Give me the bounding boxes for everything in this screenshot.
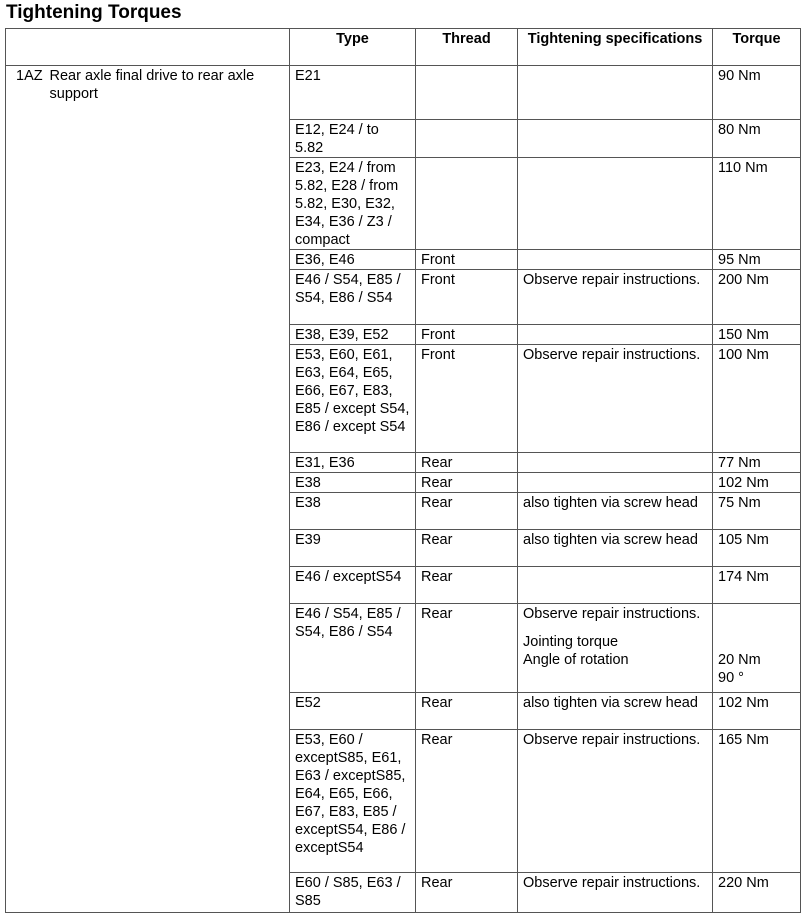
cell-torque (713, 604, 801, 693)
cell-type: E46 / S54, E85 / S54, E86 / S54 (290, 604, 416, 693)
cell-torque: 102 Nm (713, 473, 801, 493)
cell-spec (518, 250, 713, 270)
cell-torque: 150 Nm (713, 325, 801, 345)
cell-torque: 110 Nm (713, 158, 801, 250)
cell-torque: 105 Nm (713, 530, 801, 567)
table-header-row (6, 29, 801, 66)
torque-jointing: 20 Nm (718, 652, 761, 668)
cell-torque: 165 Nm (713, 730, 801, 873)
cell-torque: 220 Nm (713, 873, 801, 913)
spec-jointing-torque: Jointing torque (523, 634, 619, 650)
cell-thread: Front (416, 345, 518, 453)
cell-spec: Observe repair instructions. (518, 730, 713, 873)
cell-thread: Rear (416, 567, 518, 604)
torque-angle: 90 ° (718, 670, 744, 686)
cell-type: E36, E46 (290, 250, 416, 270)
cell-spec: Observe repair instructions. (518, 270, 713, 325)
cell-torque: 174 Nm (713, 567, 801, 604)
item-description: Rear axle final drive to rear axle support (46, 66, 290, 913)
cell-torque: 80 Nm (713, 120, 801, 158)
cell-type: E23, E24 / from 5.82, E28 / from 5.82, E30, E32, E34, E36 / Z3 / compact (290, 158, 416, 250)
cell-type: E53, E60, E61, E63, E64, E65, E66, E67, E83, E85 / except S54, E86 / except S54 (290, 345, 416, 453)
cell-thread: Rear (416, 873, 518, 913)
cell-type: E21 (290, 66, 416, 120)
cell-type: E38 (290, 493, 416, 530)
cell-spec (518, 567, 713, 604)
cell-spec (518, 473, 713, 493)
cell-torque: 102 Nm (713, 693, 801, 730)
spec-note: Observe repair instructions. (523, 606, 701, 622)
cell-thread: Front (416, 250, 518, 270)
item-code: 1AZ (6, 66, 46, 913)
cell-thread: Rear (416, 453, 518, 473)
cell-thread: Front (416, 270, 518, 325)
cell-spec: also tighten via screw head (518, 493, 713, 530)
table-row (6, 66, 801, 120)
cell-type: E31, E36 (290, 453, 416, 473)
cell-torque: 90 Nm (713, 66, 801, 120)
header-type: Type (290, 29, 416, 66)
cell-type: E38 (290, 473, 416, 493)
cell-type: E39 (290, 530, 416, 567)
cell-spec (518, 66, 713, 120)
cell-thread: Rear (416, 604, 518, 693)
cell-spec: also tighten via screw head (518, 693, 713, 730)
cell-thread (416, 120, 518, 158)
cell-thread: Front (416, 325, 518, 345)
cell-spec (518, 453, 713, 473)
cell-type: E12, E24 / to 5.82 (290, 120, 416, 158)
cell-thread (416, 66, 518, 120)
cell-thread: Rear (416, 493, 518, 530)
cell-spec (518, 120, 713, 158)
header-thread: Thread (416, 29, 518, 66)
cell-torque: 100 Nm (713, 345, 801, 453)
cell-type: E52 (290, 693, 416, 730)
cell-type: E46 / exceptS54 (290, 567, 416, 604)
cell-spec: also tighten via screw head (518, 530, 713, 567)
cell-spec (518, 604, 713, 693)
cell-torque: 75 Nm (713, 493, 801, 530)
cell-spec: Observe repair instructions. (518, 345, 713, 453)
torque-table (5, 28, 801, 913)
cell-type: E60 / S85, E63 / S85 (290, 873, 416, 913)
cell-type: E46 / S54, E85 / S54, E86 / S54 (290, 270, 416, 325)
cell-thread: Rear (416, 693, 518, 730)
cell-spec (518, 325, 713, 345)
header-spec: Tightening specifications (518, 29, 713, 66)
document-title: Tightening Torques (6, 2, 182, 23)
cell-thread: Rear (416, 730, 518, 873)
cell-thread (416, 158, 518, 250)
cell-torque: 95 Nm (713, 250, 801, 270)
cell-thread: Rear (416, 473, 518, 493)
spec-angle-of-rotation: Angle of rotation (523, 652, 629, 668)
cell-spec (518, 158, 713, 250)
cell-type: E53, E60 / exceptS85, E61, E63 / exceptS85, E64, E65, E66, E67, E83, E85 / exceptS54, E86 / exceptS54 (290, 730, 416, 873)
cell-torque: 77 Nm (713, 453, 801, 473)
cell-torque: 200 Nm (713, 270, 801, 325)
cell-spec: Observe repair instructions. (518, 873, 713, 913)
cell-thread: Rear (416, 530, 518, 567)
cell-type: E38, E39, E52 (290, 325, 416, 345)
header-blank (6, 29, 290, 66)
header-torque: Torque (713, 29, 801, 66)
